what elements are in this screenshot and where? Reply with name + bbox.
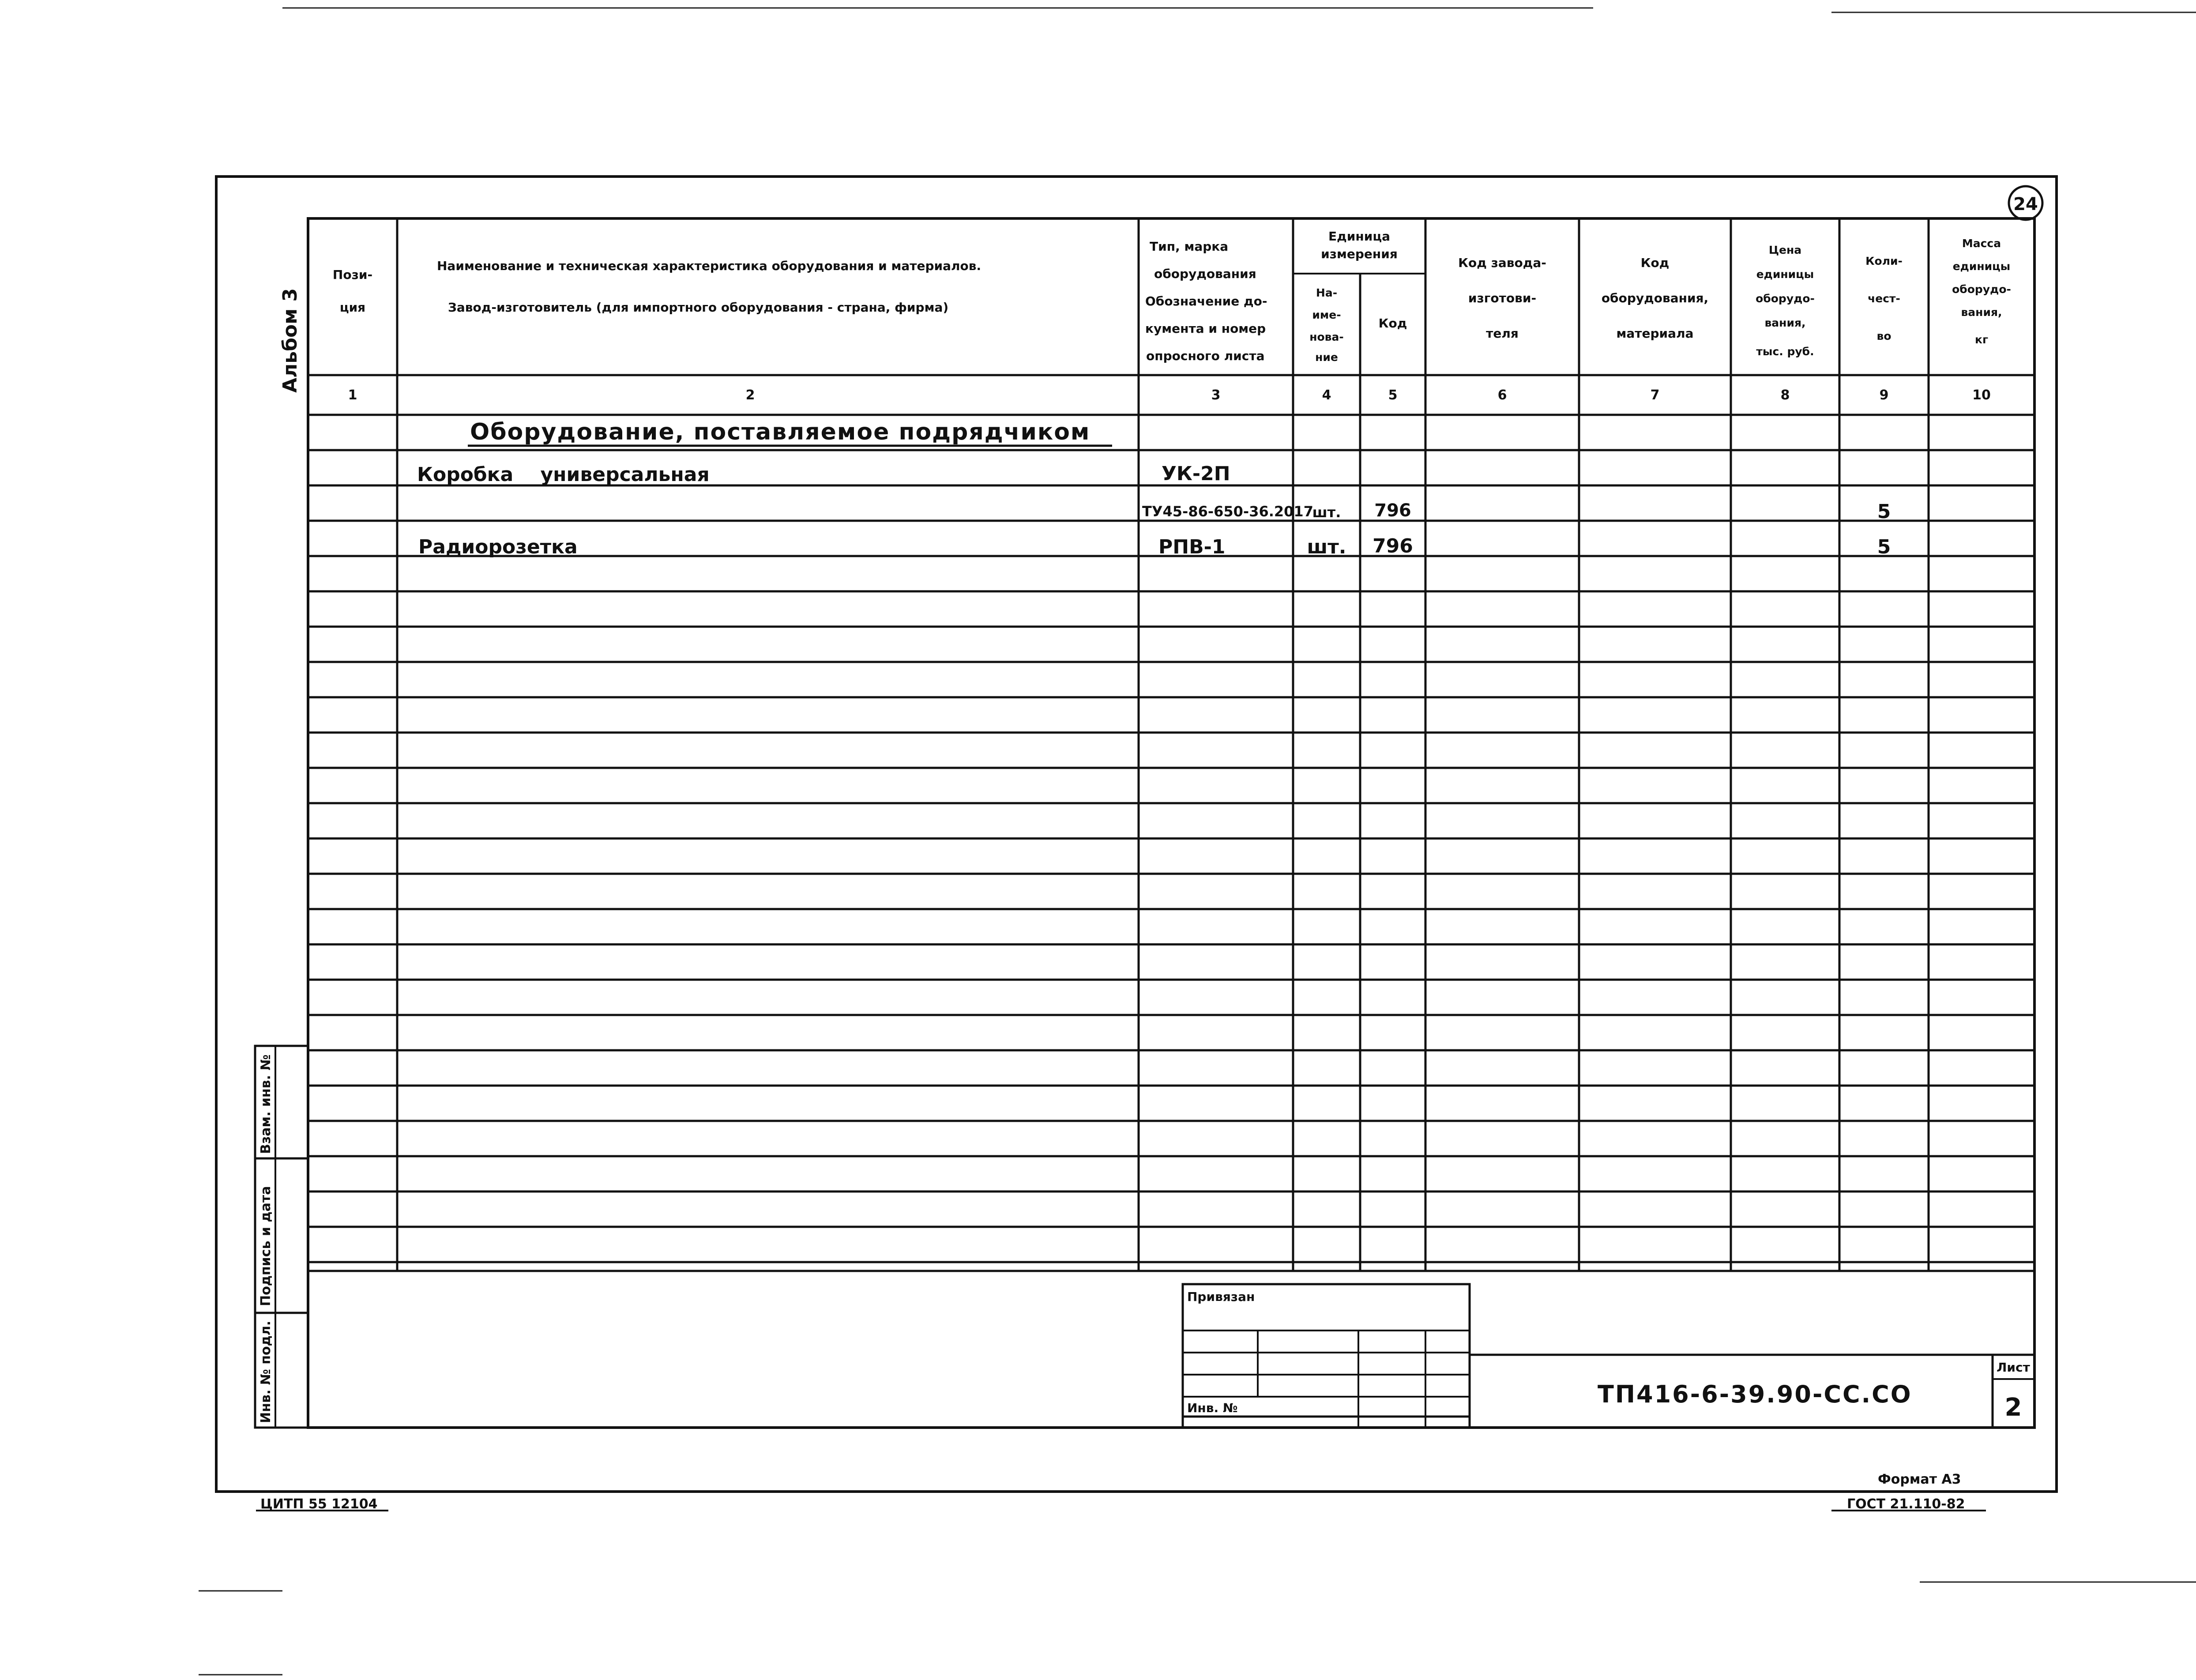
inv-vzam-label: Взам. инв. № — [258, 1054, 274, 1154]
sheet-number: 2 — [2004, 1393, 2022, 1422]
header-type-1: Тип, марка — [1150, 239, 1229, 254]
main-table-border — [308, 218, 2034, 1428]
colnum-6: 6 — [1497, 387, 1507, 403]
header-qty-1: Коли- — [1865, 255, 1903, 267]
column-number-row — [348, 387, 1991, 403]
header-mass-1: Масса — [1962, 237, 2001, 250]
header-mass-5: кг — [1974, 333, 1989, 346]
row4-name: Радиорозетка — [418, 536, 578, 558]
section-title: Оборудование, поставляемое подрядчиком — [470, 419, 1090, 445]
colnum-9: 9 — [1879, 387, 1889, 403]
colnum-2: 2 — [745, 387, 755, 403]
row4-qty: 5 — [1877, 536, 1891, 558]
header-type-3: Обозначение до- — [1145, 294, 1267, 308]
row3-unit: шт. — [1312, 504, 1341, 521]
header-equip-3: материала — [1616, 326, 1694, 341]
format-label: Формат А3 — [1878, 1472, 1961, 1487]
bound-label: Привязан — [1187, 1289, 1255, 1304]
row2-name: Коробка универсальная — [417, 463, 710, 486]
header-equip-1: Код — [1640, 256, 1670, 270]
header-price-2: единицы — [1756, 268, 1814, 281]
header-name-1: Наименование и техническая характеристика оборудования и материалов. — [437, 259, 981, 273]
header-unit-name-1: На- — [1316, 286, 1338, 299]
row2-type: УК-2П — [1162, 462, 1230, 485]
column-lines — [397, 218, 1929, 1271]
inv-original-label: Инв. № подл. — [258, 1320, 274, 1423]
header-equip-2: оборудования, — [1601, 291, 1709, 305]
album-label: Альбом 3 — [279, 288, 301, 393]
outer-frame — [216, 177, 2057, 1492]
header-price-1: Цена — [1768, 244, 1802, 256]
header-type-5: опросного листа — [1146, 349, 1265, 363]
row4-unit: шт. — [1307, 536, 1346, 558]
signature-date-label: Подпись и дата — [258, 1186, 274, 1306]
header-price-4: вания, — [1764, 316, 1806, 329]
header-type-4: кумента и номер — [1145, 321, 1266, 336]
header-unit-2: измерения — [1321, 247, 1398, 261]
header-factory-2: изготови- — [1468, 291, 1537, 305]
header-qty-2: чест- — [1868, 292, 1900, 305]
header-mass-4: вания, — [1961, 306, 2002, 319]
header-mass-2: единицы — [1952, 260, 2011, 273]
inv-label: Инв. № — [1187, 1401, 1238, 1415]
header-name-2: Завод-изготовитель (для импортного оборудования - страна, фирма) — [448, 300, 949, 315]
row3-qty: 5 — [1877, 500, 1891, 523]
header-unit-name-3: нова- — [1309, 331, 1344, 343]
header-unit-name-2: име- — [1312, 308, 1341, 321]
header-unit-1: Единица — [1328, 229, 1390, 244]
header-price-5: тыс. руб. — [1756, 345, 1814, 358]
gost-label: ГОСТ 21.110-82 — [1847, 1496, 1965, 1512]
row3-code: 796 — [1374, 500, 1411, 521]
title-block — [1183, 1284, 2034, 1428]
colnum-3: 3 — [1211, 387, 1221, 403]
header-mass-3: оборудо- — [1952, 283, 2011, 296]
doc-code: ТП416-6-39.90-СС.СО — [1598, 1380, 1912, 1408]
header-price-3: оборудо- — [1756, 292, 1815, 305]
colnum-7: 7 — [1650, 387, 1660, 403]
colnum-5: 5 — [1388, 387, 1398, 403]
sheet-label: Лист — [1997, 1360, 2030, 1375]
table-body — [417, 419, 1891, 558]
header-pos-2: ция — [339, 300, 366, 315]
colnum-8: 8 — [1780, 387, 1790, 403]
header-qty-3: во — [1876, 330, 1891, 342]
colnum-4: 4 — [1322, 387, 1331, 403]
colnum-1: 1 — [348, 387, 357, 403]
table-header — [333, 229, 2011, 364]
header-factory-3: теля — [1486, 326, 1519, 341]
header-unit-name-4: ние — [1315, 351, 1338, 364]
header-pos-1: Пози- — [332, 267, 373, 282]
row4-code: 796 — [1372, 535, 1413, 557]
header-type-2: оборудования — [1154, 267, 1256, 281]
colnum-10: 10 — [1972, 387, 1991, 403]
page-stamp: 24 — [2013, 194, 2038, 214]
header-unit-code: Код — [1378, 316, 1407, 331]
printer-stamp: ЦИТП 55 12104 — [260, 1496, 378, 1512]
row4-type: РПВ-1 — [1158, 536, 1226, 558]
left-margin-block — [255, 1046, 308, 1428]
row3-type: ТУ45-86-650-36.2017 — [1142, 503, 1313, 520]
header-factory-1: Код завода- — [1458, 256, 1546, 270]
